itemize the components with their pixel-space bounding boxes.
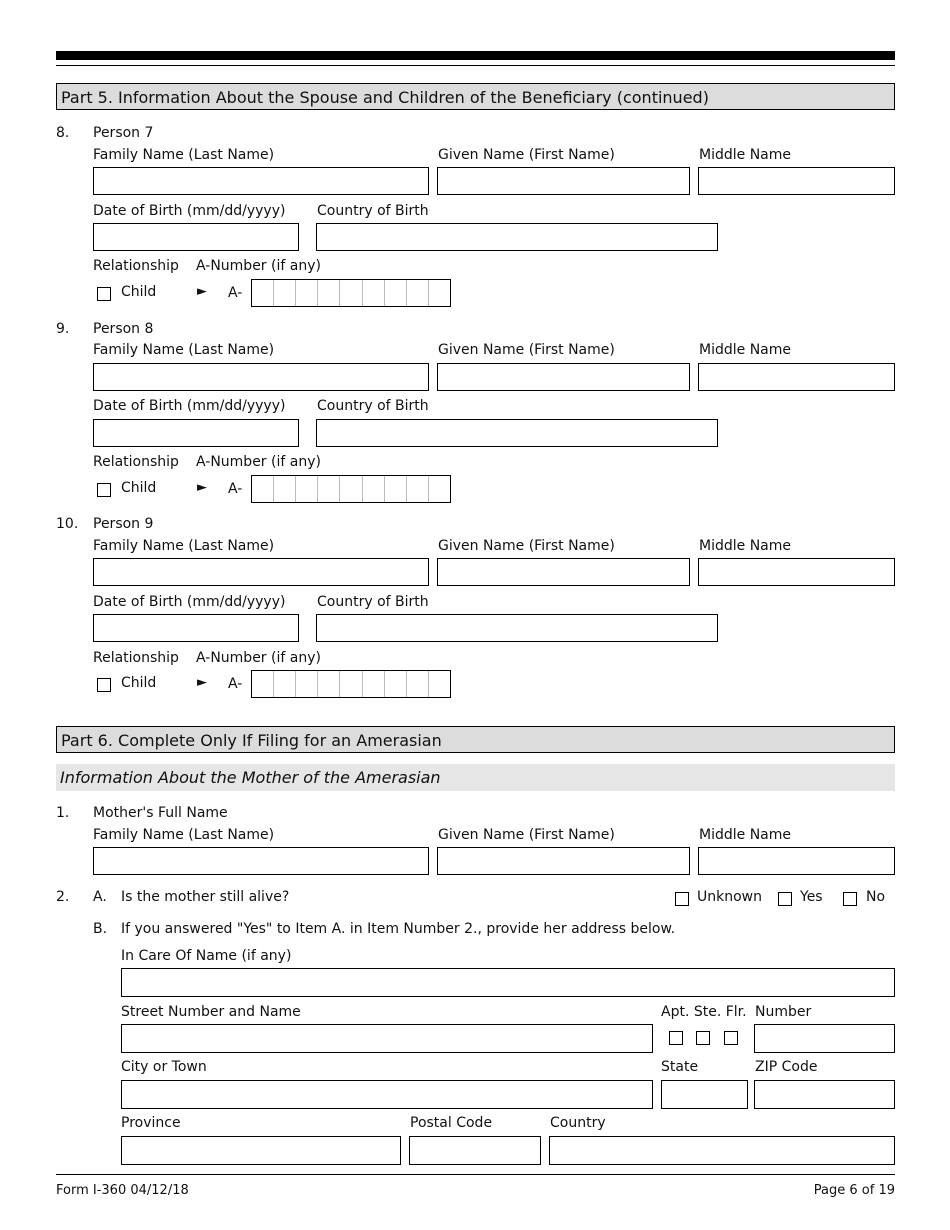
country-birth-label: Country of Birth [317,398,429,414]
family-name-label: Family Name (Last Name) [93,342,275,358]
unknown-checkbox[interactable] [675,892,689,906]
city-label: City or Town [121,1059,207,1075]
given-name-label: Given Name (First Name) [438,342,615,358]
yes-label: Yes [800,889,823,905]
person-title: Person 8 [93,321,154,337]
family-name-label: Family Name (Last Name) [93,827,275,843]
middle-name-field[interactable] [698,167,895,195]
postal-code-label: Postal Code [410,1115,493,1131]
child-checkbox[interactable] [97,287,111,301]
given-name-field[interactable] [437,558,690,586]
a-number-field[interactable] [251,670,451,698]
page-number: Page 6 of 19 [813,1183,895,1198]
item-letter-a: A. [93,889,107,905]
dob-label: Date of Birth (mm/dd/yyyy) [93,594,286,610]
given-name-label: Given Name (First Name) [438,538,615,554]
dob-label: Date of Birth (mm/dd/yyyy) [93,398,286,414]
relationship-label: Relationship [93,258,179,274]
mother-family-name-field[interactable] [93,847,429,875]
zip-field[interactable] [754,1080,895,1109]
country-birth-field[interactable] [316,419,718,447]
person-title: Person 9 [93,516,154,532]
country-birth-label: Country of Birth [317,594,429,610]
family-name-field[interactable] [93,167,429,195]
a-number-field[interactable] [251,279,451,307]
arrow-icon: ► [197,480,207,495]
no-label: No [866,889,886,905]
mother-given-name-field[interactable] [437,847,690,875]
given-name-field[interactable] [437,363,690,391]
yes-checkbox[interactable] [778,892,792,906]
part5-header: Part 5. Information About the Spouse and Children of the Beneficiary (continued) [56,83,895,110]
a-number-label: A-Number (if any) [196,650,321,666]
top-rule-thick [56,51,895,60]
address-instruction: If you answered "Yes" to Item A. in Item Number 2., provide her address below. [121,921,676,937]
child-label: Child [121,675,157,691]
dob-field[interactable] [93,419,299,447]
person-title: Person 7 [93,125,154,141]
a-prefix-label: A- [228,481,243,497]
middle-name-label: Middle Name [699,342,791,358]
city-field[interactable] [121,1080,653,1109]
form-id: Form I-360 04/12/18 [56,1183,189,1198]
zip-label: ZIP Code [755,1059,818,1075]
child-label: Child [121,284,157,300]
a-number-field[interactable] [251,475,451,503]
item-number: 8. [56,125,70,141]
family-name-label: Family Name (Last Name) [93,538,275,554]
a-number-label: A-Number (if any) [196,454,321,470]
item-letter-b: B. [93,921,108,937]
apt-number-field[interactable] [754,1024,895,1053]
province-label: Province [121,1115,181,1131]
street-field[interactable] [121,1024,653,1053]
in-care-of-label: In Care Of Name (if any) [121,948,292,964]
number-label: Number [755,1004,812,1020]
a-number-label: A-Number (if any) [196,258,321,274]
top-rule-thin [56,65,895,66]
apt-ste-flr-label: Apt. Ste. Flr. [661,1004,747,1020]
given-name-label: Given Name (First Name) [438,827,615,843]
item-number: 1. [56,805,70,821]
mothers-full-name-label: Mother's Full Name [93,805,228,821]
middle-name-label: Middle Name [699,147,791,163]
province-field[interactable] [121,1136,401,1165]
country-birth-field[interactable] [316,223,718,251]
country-birth-field[interactable] [316,614,718,642]
family-name-label: Family Name (Last Name) [93,147,275,163]
middle-name-label: Middle Name [699,538,791,554]
flr-checkbox[interactable] [724,1031,738,1045]
middle-name-field[interactable] [698,363,895,391]
dob-label: Date of Birth (mm/dd/yyyy) [93,203,286,219]
relationship-label: Relationship [93,650,179,666]
dob-field[interactable] [93,223,299,251]
state-label: State [661,1059,699,1075]
mother-middle-name-field[interactable] [698,847,895,875]
country-birth-label: Country of Birth [317,203,429,219]
apt-checkbox[interactable] [669,1031,683,1045]
unknown-label: Unknown [697,889,762,905]
family-name-field[interactable] [93,363,429,391]
postal-code-field[interactable] [409,1136,541,1165]
given-name-label: Given Name (First Name) [438,147,615,163]
a-prefix-label: A- [228,676,243,692]
middle-name-label: Middle Name [699,827,791,843]
child-label: Child [121,480,157,496]
dob-field[interactable] [93,614,299,642]
part6-header: Part 6. Complete Only If Filing for an Amerasian [56,726,895,753]
ste-checkbox[interactable] [696,1031,710,1045]
mother-alive-question: Is the mother still alive? [121,889,290,905]
item-number: 2. [56,889,70,905]
in-care-of-field[interactable] [121,968,895,997]
state-field[interactable] [661,1080,748,1109]
street-label: Street Number and Name [121,1004,301,1020]
middle-name-field[interactable] [698,558,895,586]
child-checkbox[interactable] [97,483,111,497]
arrow-icon: ► [197,284,207,299]
footer-rule [56,1174,895,1175]
arrow-icon: ► [197,675,207,690]
a-prefix-label: A- [228,285,243,301]
child-checkbox[interactable] [97,678,111,692]
item-number: 9. [56,321,70,337]
item-number: 10. [56,516,79,532]
no-checkbox[interactable] [843,892,857,906]
relationship-label: Relationship [93,454,179,470]
part6-subheader: Information About the Mother of the Amerasian [56,764,895,791]
country-field[interactable] [549,1136,895,1165]
given-name-field[interactable] [437,167,690,195]
country-label: Country [550,1115,606,1131]
family-name-field[interactable] [93,558,429,586]
